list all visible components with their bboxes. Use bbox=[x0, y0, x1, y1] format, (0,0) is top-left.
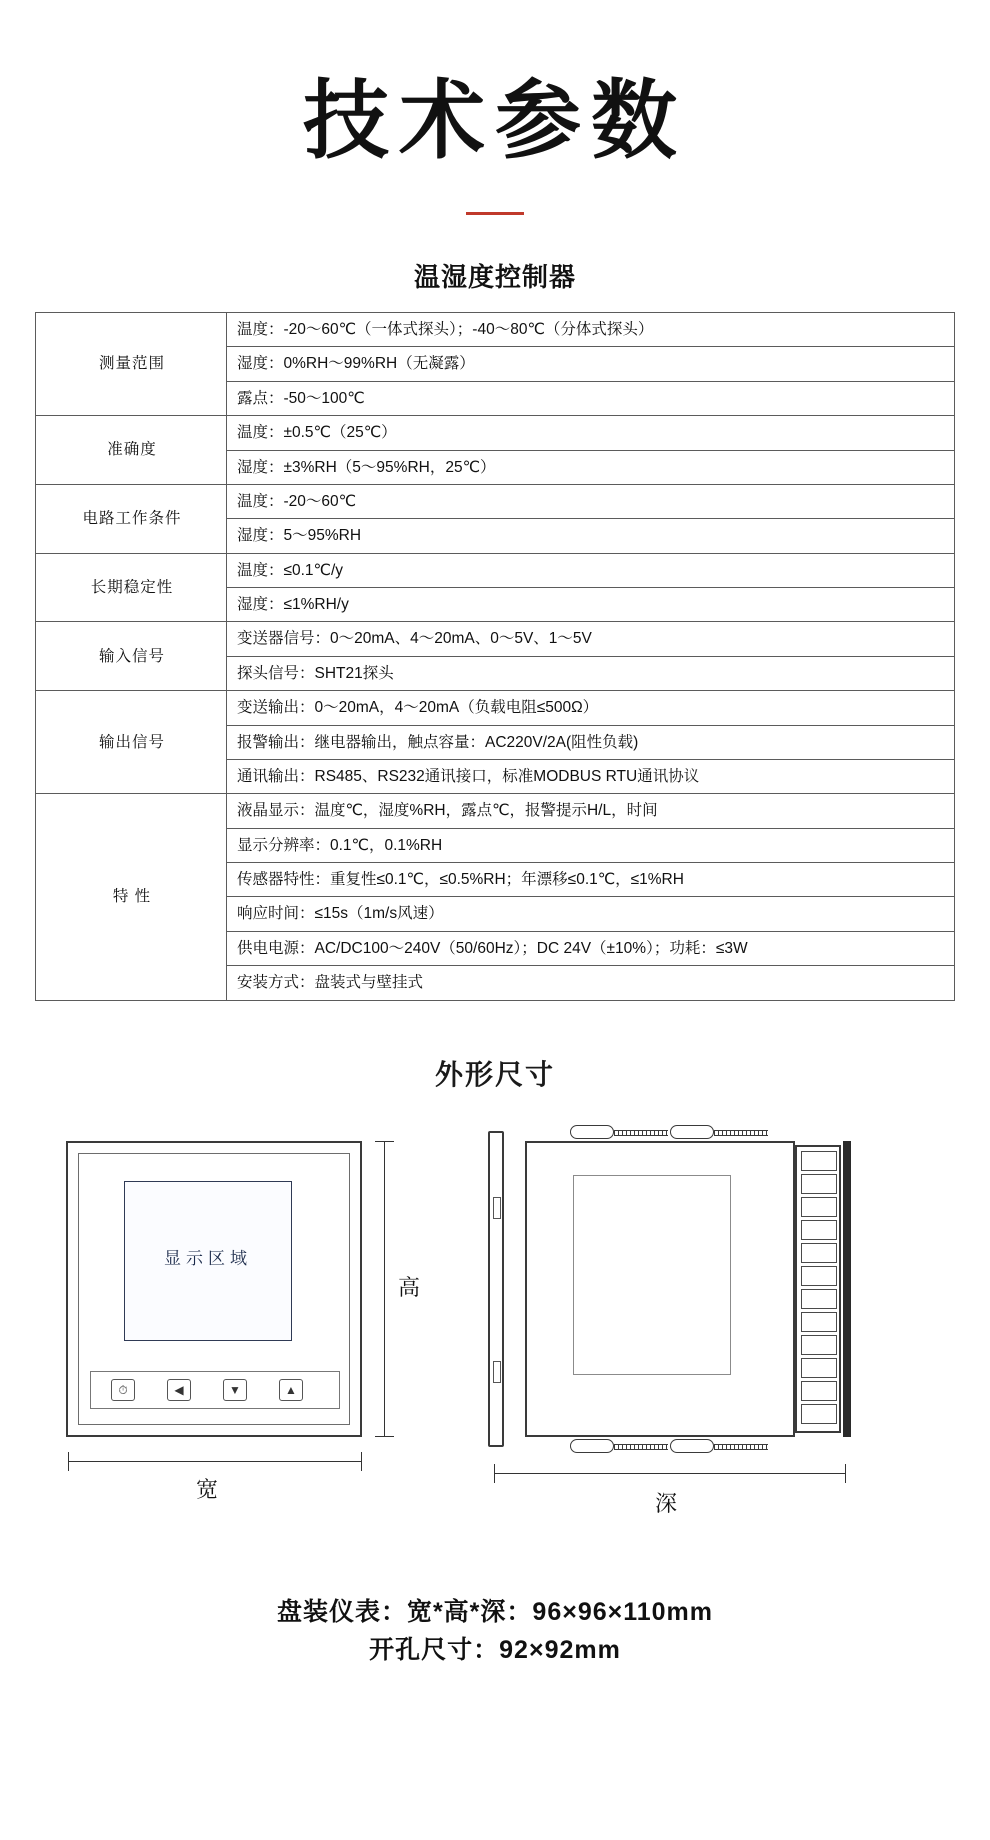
spec-value: 温度：-20～60℃ bbox=[227, 484, 955, 518]
terminal-slot bbox=[801, 1404, 837, 1424]
spec-value: 变送输出：0～20mA，4～20mA（负载电阻≤500Ω） bbox=[227, 691, 955, 725]
display-area-label: 显示区域 bbox=[164, 1248, 252, 1268]
table-row bbox=[36, 794, 955, 828]
screw-rod-icon bbox=[614, 1444, 668, 1450]
front-view-body bbox=[66, 1141, 362, 1437]
screw-rod-icon bbox=[614, 1130, 668, 1136]
screw-cap-icon bbox=[670, 1439, 714, 1453]
terminal-slot bbox=[801, 1381, 837, 1401]
depth-dimension-line bbox=[494, 1473, 846, 1474]
screw-rod-icon bbox=[714, 1130, 768, 1136]
spec-value: 变送器信号：0～20mA、4～20mA、0～5V、1～5V bbox=[227, 622, 955, 656]
spec-value: 传感器特性：重复性≤0.1℃，≤0.5%RH；年漂移≤0.1℃，≤1%RH bbox=[227, 863, 955, 897]
up-key-icon: ▲ bbox=[279, 1379, 303, 1401]
terminal-slot bbox=[801, 1174, 837, 1194]
terminal-slot bbox=[801, 1266, 837, 1286]
clock-key-icon: ⏱ bbox=[111, 1379, 135, 1401]
side-view-front-panel bbox=[488, 1131, 504, 1447]
table-row bbox=[36, 622, 955, 656]
terminal-slot bbox=[801, 1312, 837, 1332]
terminal-slot bbox=[801, 1243, 837, 1263]
terminal-rail bbox=[843, 1141, 851, 1437]
width-dimension-line bbox=[68, 1461, 362, 1462]
spec-value: 探头信号：SHT21探头 bbox=[227, 656, 955, 690]
table-row bbox=[36, 484, 955, 518]
title-divider bbox=[466, 212, 524, 215]
spec-table-wrapper bbox=[35, 312, 955, 1001]
dimension-footer bbox=[0, 1593, 990, 1671]
terminal-slot bbox=[801, 1358, 837, 1378]
height-label: 高 bbox=[398, 1274, 421, 1300]
spec-value: 温度：-20～60℃（一体式探头）；-40～80℃（分体式探头） bbox=[227, 313, 955, 347]
spec-category: 长期稳定性 bbox=[36, 553, 227, 622]
mounting-screw-bottom bbox=[560, 1439, 750, 1455]
spec-value: 湿度：0%RH～99%RH（无凝露） bbox=[227, 347, 955, 381]
spec-category: 输出信号 bbox=[36, 691, 227, 794]
spec-section-heading: 温湿度控制器 bbox=[413, 262, 576, 292]
spec-category: 准确度 bbox=[36, 416, 227, 485]
screw-cap-icon bbox=[670, 1125, 714, 1139]
spec-table bbox=[35, 312, 955, 1001]
table-row bbox=[36, 313, 955, 347]
height-dimension-line bbox=[384, 1141, 385, 1437]
table-row bbox=[36, 691, 955, 725]
down-key-icon: ▼ bbox=[223, 1379, 247, 1401]
terminal-slot bbox=[801, 1335, 837, 1355]
terminal-slot bbox=[801, 1220, 837, 1240]
left-key-icon: ◀ bbox=[167, 1379, 191, 1401]
spec-value: 安装方式：盘装式与壁挂式 bbox=[227, 966, 955, 1000]
terminal-block bbox=[795, 1145, 841, 1433]
terminal-slot bbox=[801, 1197, 837, 1217]
spec-table-body bbox=[36, 313, 955, 1001]
depth-label: 深 bbox=[655, 1490, 678, 1516]
spec-value: 显示分辨率：0.1℃，0.1%RH bbox=[227, 828, 955, 862]
width-label: 宽 bbox=[196, 1476, 219, 1502]
spec-value: 温度：≤0.1℃/y bbox=[227, 553, 955, 587]
spec-value: 温度：±0.5℃（25℃） bbox=[227, 416, 955, 450]
front-keypad bbox=[90, 1371, 340, 1409]
spec-value: 供电电源：AC/DC100～240V（50/60Hz）；DC 24V（±10%）；功耗：≤3W bbox=[227, 931, 955, 965]
spec-category: 特 性 bbox=[36, 794, 227, 1000]
spec-value: 湿度：≤1%RH/y bbox=[227, 588, 955, 622]
side-view-body bbox=[525, 1141, 795, 1437]
screw-rod-icon bbox=[714, 1444, 768, 1450]
spec-category: 测量范围 bbox=[36, 313, 227, 416]
display-area bbox=[124, 1181, 292, 1341]
spec-value: 液晶显示：温度℃，湿度%RH，露点℃，报警提示H/L，时间 bbox=[227, 794, 955, 828]
spec-value: 通讯输出：RS485、RS232通讯接口，标准MODBUS RTU通讯协议 bbox=[227, 759, 955, 793]
spec-category: 电路工作条件 bbox=[36, 484, 227, 553]
screw-cap-icon bbox=[570, 1439, 614, 1453]
spec-category: 输入信号 bbox=[36, 622, 227, 691]
side-view-inner-outline bbox=[573, 1175, 731, 1375]
spec-value: 露点：-50～100℃ bbox=[227, 381, 955, 415]
dimension-section-heading: 外形尺寸 bbox=[434, 1058, 555, 1090]
panel-clip-top bbox=[493, 1197, 501, 1219]
spec-value: 湿度：5～95%RH bbox=[227, 519, 955, 553]
spec-value: 湿度：±3%RH（5～95%RH，25℃） bbox=[227, 450, 955, 484]
terminal-slot bbox=[801, 1289, 837, 1309]
panel-clip-bottom bbox=[493, 1361, 501, 1383]
dimension-drawing bbox=[0, 1113, 990, 1583]
table-row bbox=[36, 553, 955, 587]
spec-value: 响应时间：≤15s（1m/s风速） bbox=[227, 897, 955, 931]
table-row bbox=[36, 416, 955, 450]
footer-line-panel-size: 盘装仪表：宽*高*深：96×96×110mm bbox=[276, 1597, 714, 1626]
spec-value: 报警输出：继电器输出，触点容量：AC220V/2A(阻性负载) bbox=[227, 725, 955, 759]
terminal-slot bbox=[801, 1151, 837, 1171]
mounting-screw-top bbox=[560, 1125, 750, 1141]
footer-line-cutout-size: 开孔尺寸：92×92mm bbox=[369, 1636, 621, 1665]
page-title: 技术参数 bbox=[303, 73, 687, 169]
screw-cap-icon bbox=[570, 1125, 614, 1139]
